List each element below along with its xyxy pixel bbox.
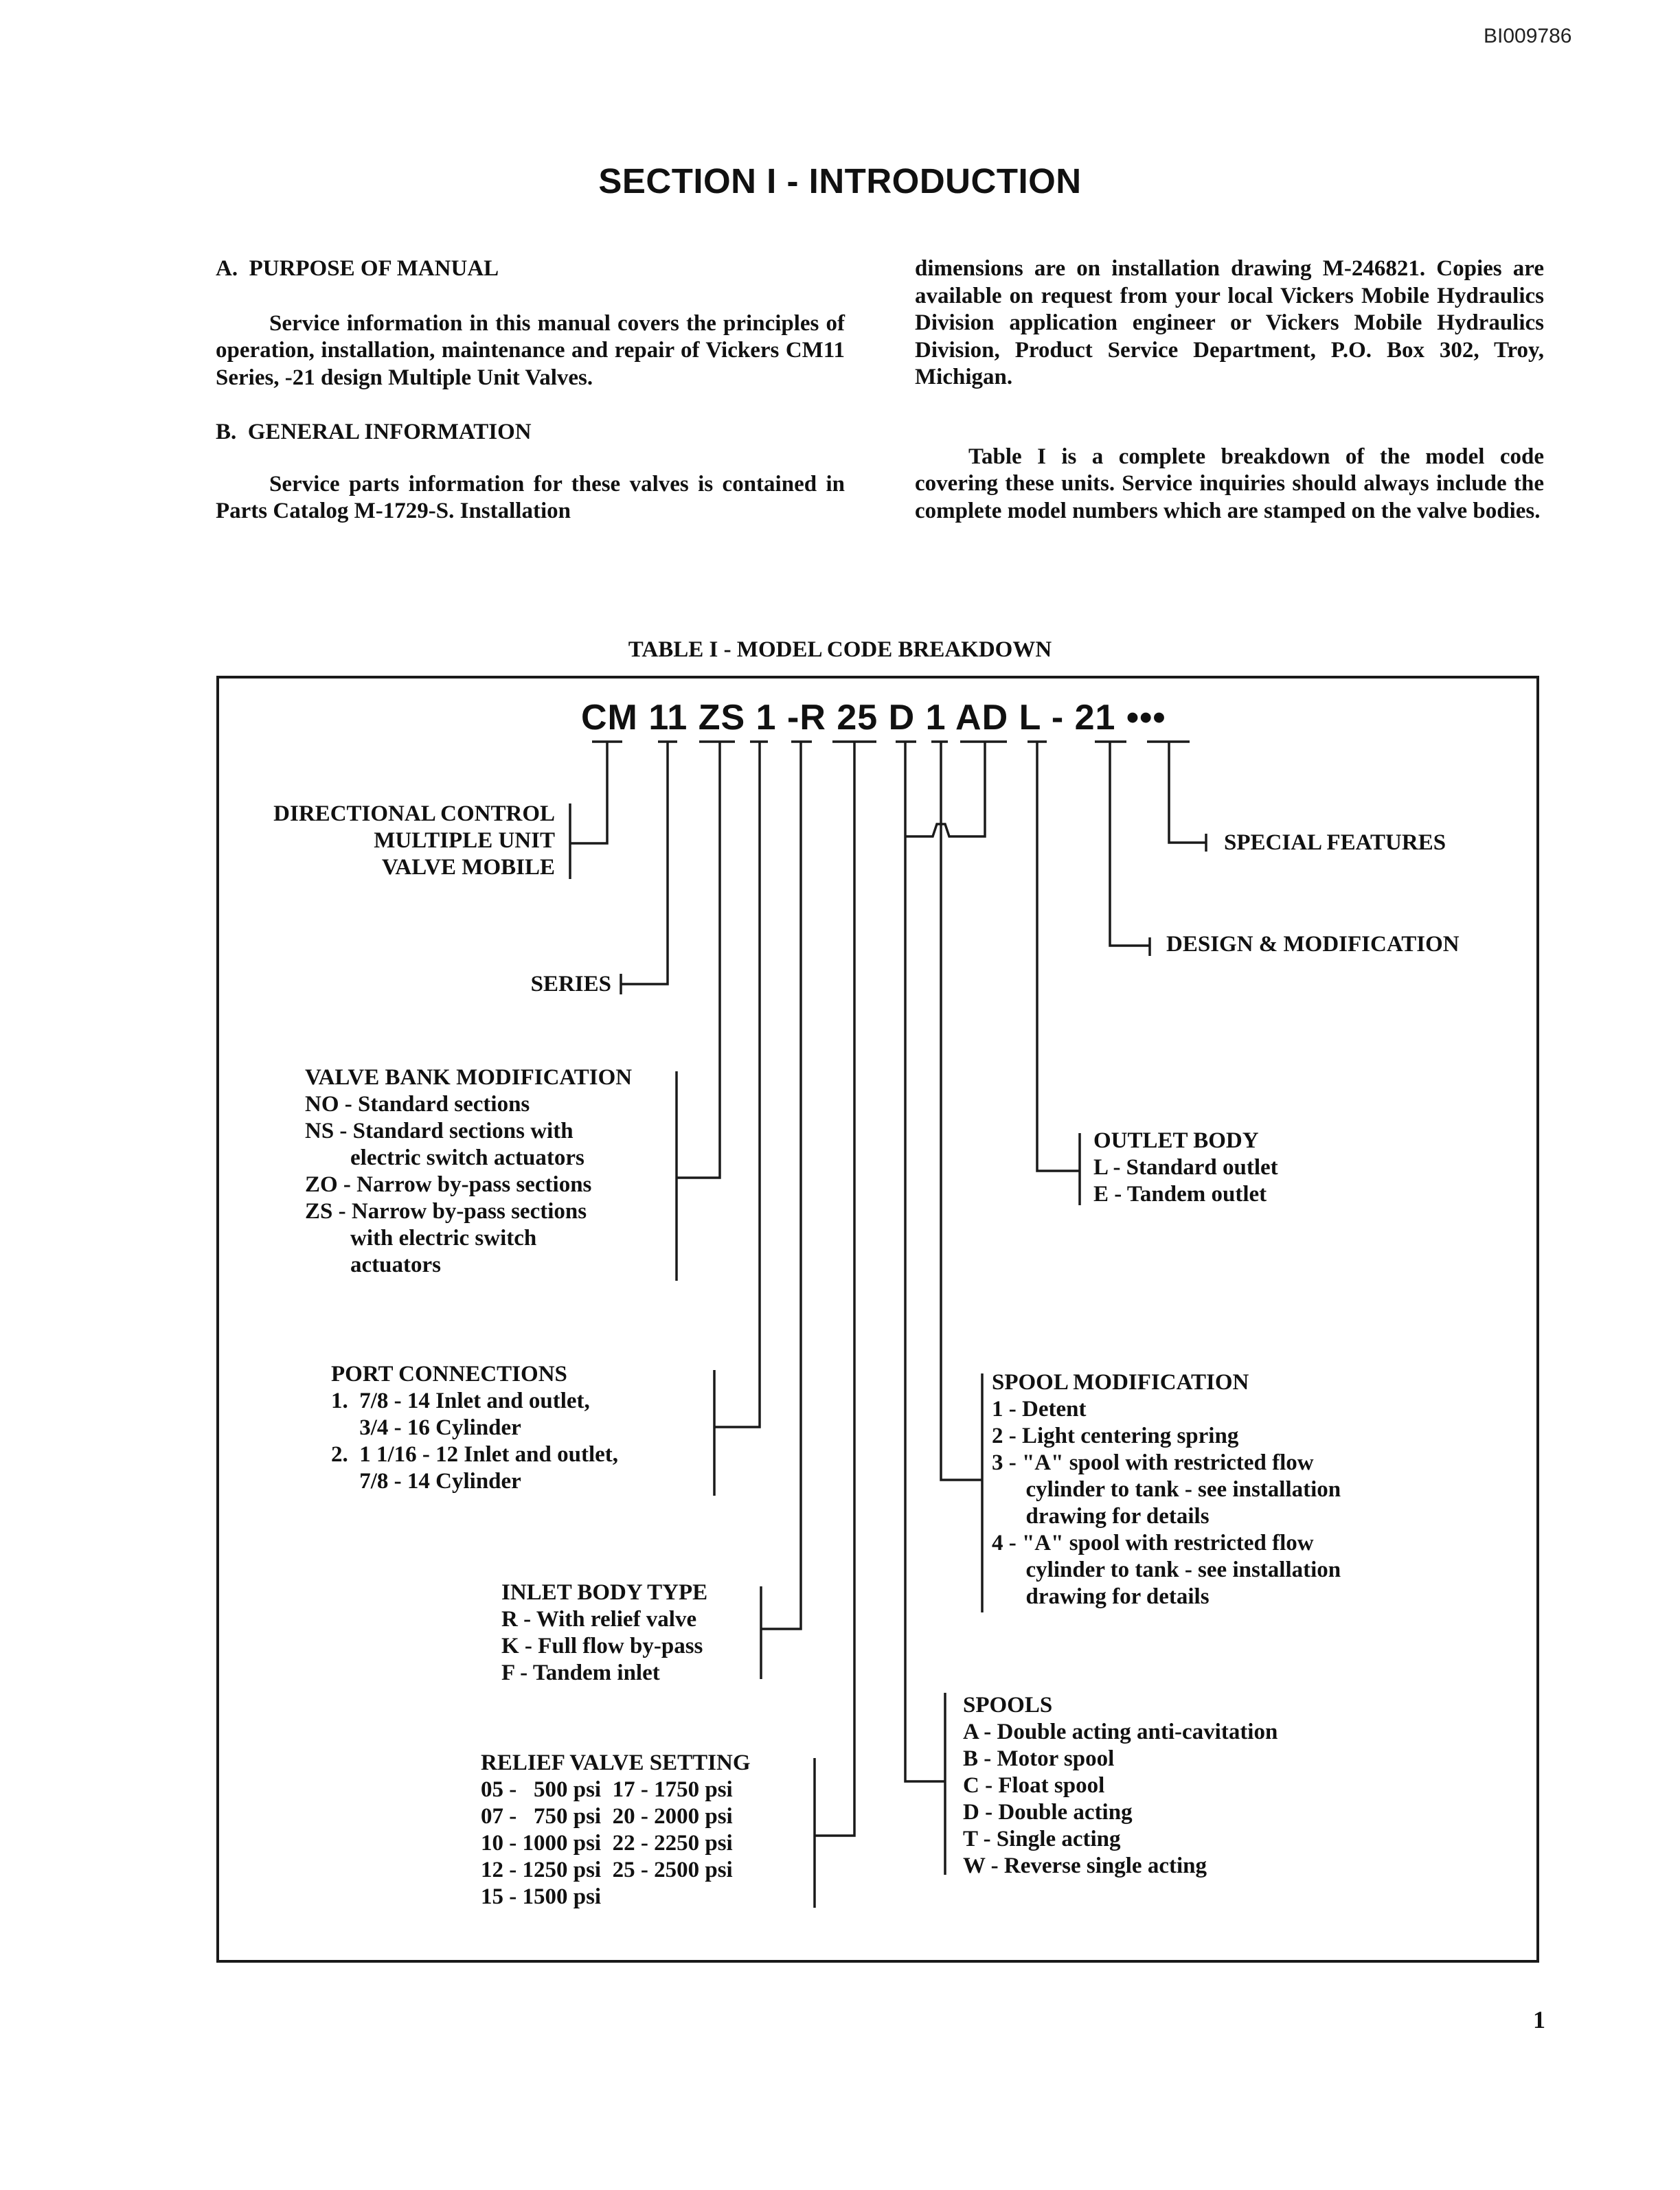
- label-series: SERIES: [530, 972, 611, 996]
- label-port-connections: PORT CONNECTIONS 1. 7/8 - 14 Inlet and outlet, 3/4 - 16 Cylinder 2. 1 1/16 - 12 Inlet and outlet, 7/8 - 14 Cylinder: [331, 1362, 619, 1494]
- label-valve-bank-modification: VALVE BANK MODIFICATION NO - Standard sections NS - Standard sections with electric switch actuators ZO - Narrow by-pass sections ZS - Narrow by-pass sections with electric switch actuators: [305, 1065, 633, 1277]
- label-special-features: SPECIAL FEATURES: [1224, 830, 1446, 855]
- label-spools: SPOOLS A - Double acting anti-cavitation B - Motor spool C - Float spool D - Double acting T - Single acting W - Reverse single acting: [963, 1693, 1278, 1878]
- right-paragraph-1: dimensions are on installation drawing M-246821. Copies are available on request from your local Vickers Mobile Hydraulics Division application engineer or Vickers Mobile Hydraulics Division, Product Service Department, P.O. Box 302, Troy, Michigan.: [915, 256, 1544, 389]
- document-id: BI009786: [1484, 25, 1572, 47]
- label-relief-valve-setting: RELIEF VALVE SETTING 05 - 500 psi 17 - 1750 psi 07 - 750 psi 20 - 2000 psi 10 - 1000 psi 22 - 2250 psi 12 - 1250 psi 25 - 2500 psi 15 - 1500 psi: [481, 1750, 751, 1909]
- label-spool-modification: SPOOL MODIFICATION 1 - Detent 2 - Light centering spring 3 - "A" spool with restricted flow cylinder to tank - see installation drawing for details 4 - "A" spool with restricted flow cylinder to tank - see installation drawing for details: [992, 1370, 1341, 1609]
- label-directional-control: DIRECTIONAL CONTROL MULTIPLE UNIT VALVE MOBILE: [273, 801, 555, 880]
- table-title: TABLE I - MODEL CODE BREAKDOWN: [628, 637, 1052, 662]
- general-body: Service parts information for these valves is contained in Parts Catalog M-1729-S. Installation: [216, 471, 845, 523]
- label-inlet-body-type: INLET BODY TYPE R - With relief valve K - Full flow by-pass F - Tandem inlet: [501, 1580, 708, 1685]
- model-code: CM 11 ZS 1 -R 25 D 1 AD L - 21 •••: [581, 698, 1166, 738]
- label-outlet-body: OUTLET BODY L - Standard outlet E - Tandem outlet: [1093, 1128, 1278, 1207]
- general-heading: B. GENERAL INFORMATION: [216, 420, 532, 444]
- purpose-heading: A. PURPOSE OF MANUAL: [216, 256, 499, 281]
- right-paragraph-2: Table I is a complete breakdown of the model code covering these units. Service inquiries should always include the complete model numbers which are stamped on the valve bodies.: [915, 444, 1544, 523]
- purpose-body: Service information in this manual covers the principles of operation, installation, maintenance and repair of Vickers CM11 Series, -21 design Multiple Unit Valves.: [216, 310, 845, 390]
- label-design-modification: DESIGN & MODIFICATION: [1166, 932, 1460, 957]
- page-number: 1: [1533, 2006, 1545, 2033]
- section-title: SECTION I - INTRODUCTION: [598, 161, 1082, 201]
